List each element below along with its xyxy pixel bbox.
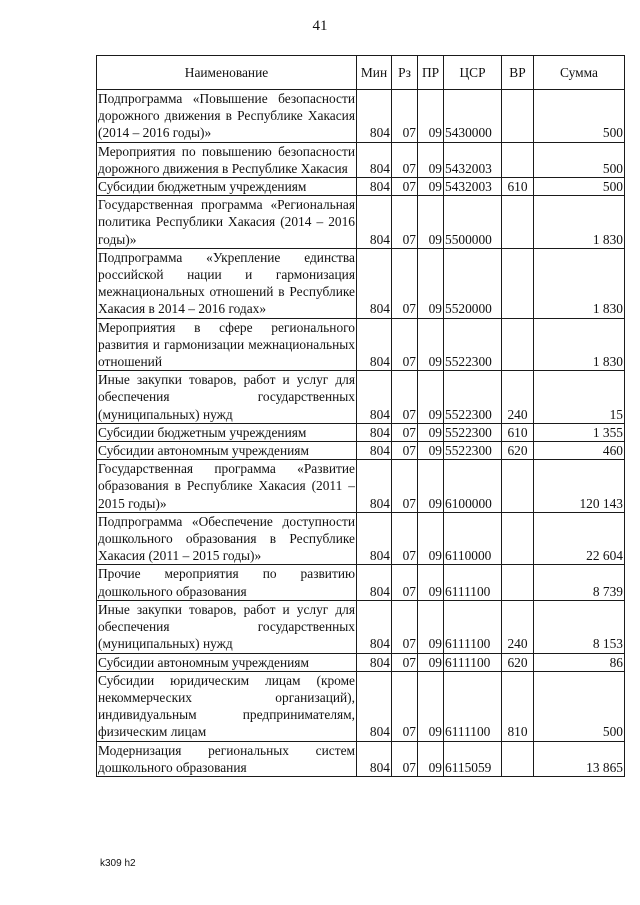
table-row (97, 565, 625, 600)
cell-csr: 6100000 (444, 460, 502, 513)
page-number: 41 (312, 18, 328, 34)
table-row (97, 512, 625, 565)
table-row (97, 371, 625, 424)
table-row (97, 653, 625, 671)
cell-sum: 15 (534, 371, 625, 424)
cell-csr: 5432003 (444, 142, 502, 177)
budget-table (96, 55, 625, 777)
cell-vr: 240 (502, 600, 534, 653)
cell-min: 804 (357, 90, 392, 143)
cell-sum: 22 604 (534, 512, 625, 565)
cell-pr: 09 (418, 442, 444, 460)
cell-vr (502, 565, 534, 600)
cell-sum: 13 865 (534, 741, 625, 776)
table-row (97, 90, 625, 143)
table-body (97, 90, 625, 777)
table-row (97, 442, 625, 460)
cell-name: Государственная программа «Развитие образования в Республике Хакасия (2011 – 2015 годы)» (98, 461, 355, 511)
table-row (97, 142, 625, 177)
cell-name: Субсидии юридическим лицам (кроме некоммерческих организаций), индивидуальным предпринимателям, физическим лицам (98, 672, 355, 740)
header-min: Мин (357, 56, 392, 90)
table-row (97, 460, 625, 513)
cell-pr: 09 (418, 371, 444, 424)
cell-pr: 09 (418, 653, 444, 671)
cell-csr: 6115059 (444, 741, 502, 776)
cell-vr (502, 741, 534, 776)
cell-csr: 5522300 (444, 442, 502, 460)
cell-vr (502, 318, 534, 371)
cell-pr: 09 (418, 196, 444, 249)
header-vr: ВР (502, 56, 534, 90)
table-row (97, 423, 625, 441)
cell-rz: 07 (392, 512, 418, 565)
cell-vr (502, 460, 534, 513)
cell-rz: 07 (392, 142, 418, 177)
cell-pr: 09 (418, 565, 444, 600)
header-name: Наименование (97, 56, 357, 90)
cell-rz: 07 (392, 318, 418, 371)
cell-pr: 09 (418, 460, 444, 513)
cell-csr: 5520000 (444, 248, 502, 318)
cell-sum: 500 (534, 671, 625, 741)
cell-name: Подпрограмма «Повышение безопасности дорожного движения в Республике Хакасия (2014 – 2016 годы)» (98, 91, 355, 141)
cell-csr: 5522300 (444, 371, 502, 424)
cell-min: 804 (357, 371, 392, 424)
cell-min: 804 (357, 600, 392, 653)
table-row (97, 196, 625, 249)
cell-rz: 07 (392, 248, 418, 318)
cell-name: Иные закупки товаров, работ и услуг для обеспечения государственных (муниципальных) нужд (98, 601, 355, 652)
cell-sum: 8 153 (534, 600, 625, 653)
cell-min: 804 (357, 512, 392, 565)
cell-rz: 07 (392, 460, 418, 513)
cell-csr: 6110000 (444, 512, 502, 565)
cell-rz: 07 (392, 653, 418, 671)
cell-rz: 07 (392, 90, 418, 143)
cell-name: Модернизация региональных систем дошкольного образования (98, 742, 355, 775)
cell-vr (502, 512, 534, 565)
cell-csr: 5522300 (444, 423, 502, 441)
cell-sum: 1 830 (534, 248, 625, 318)
cell-name: Мероприятия в сфере регионального развития и гармонизации межнациональных отношений (98, 319, 355, 370)
cell-name: Субсидии бюджетным учреждениям (97, 423, 357, 441)
cell-csr: 6111100 (444, 671, 502, 741)
cell-min: 804 (357, 318, 392, 371)
cell-csr: 5430000 (444, 90, 502, 143)
cell-min: 804 (357, 460, 392, 513)
cell-pr: 09 (418, 178, 444, 196)
cell-vr: 610 (502, 178, 534, 196)
cell-pr: 09 (418, 318, 444, 371)
cell-min: 804 (357, 178, 392, 196)
cell-name: Субсидии автономным учреждениям (97, 653, 357, 671)
cell-csr: 6111100 (444, 565, 502, 600)
table-row (97, 600, 625, 653)
cell-min: 804 (357, 565, 392, 600)
cell-rz: 07 (392, 442, 418, 460)
cell-vr: 810 (502, 671, 534, 741)
header-pr: ПР (418, 56, 444, 90)
cell-min: 804 (357, 142, 392, 177)
cell-sum: 500 (534, 142, 625, 177)
cell-vr: 620 (502, 653, 534, 671)
cell-min: 804 (357, 653, 392, 671)
cell-name: Подпрограмма «Укрепление единства российской нации и гармонизация межнациональных отношений в Республике Хакасия в 2014 – 2016 годах» (98, 249, 355, 317)
cell-vr (502, 142, 534, 177)
cell-sum: 500 (534, 90, 625, 143)
footer-code: k309 h2 (100, 858, 136, 869)
cell-name: Иные закупки товаров, работ и услуг для обеспечения государственных (муниципальных) нужд (98, 372, 355, 422)
table-row (97, 671, 625, 741)
cell-csr: 5432003 (444, 178, 502, 196)
cell-rz: 07 (392, 423, 418, 441)
header-csr: ЦСР (444, 56, 502, 90)
cell-min: 804 (357, 423, 392, 441)
cell-name: Государственная программа «Региональная политика Республики Хакасия (2014 – 2016 годы)» (98, 197, 355, 247)
cell-rz: 07 (392, 371, 418, 424)
cell-vr: 610 (502, 423, 534, 441)
cell-name: Подпрограмма «Обеспечение доступности дошкольного образования в Республике Хакасия (2011 – 2015 годы)» (98, 513, 355, 564)
table-row (97, 318, 625, 371)
table-row (97, 741, 625, 776)
cell-csr: 6111100 (444, 653, 502, 671)
cell-sum: 1 355 (534, 423, 625, 441)
cell-sum: 460 (534, 442, 625, 460)
cell-min: 804 (357, 442, 392, 460)
cell-pr: 09 (418, 90, 444, 143)
cell-pr: 09 (418, 423, 444, 441)
cell-sum: 1 830 (534, 318, 625, 371)
cell-rz: 07 (392, 178, 418, 196)
cell-name: Прочие мероприятия по развитию дошкольного образования (98, 566, 355, 599)
cell-pr: 09 (418, 248, 444, 318)
cell-rz: 07 (392, 741, 418, 776)
cell-vr: 620 (502, 442, 534, 460)
cell-sum: 120 143 (534, 460, 625, 513)
cell-rz: 07 (392, 196, 418, 249)
cell-sum: 8 739 (534, 565, 625, 600)
cell-name: Субсидии автономным учреждениям (97, 442, 357, 460)
table-header-row (97, 56, 625, 90)
header-sum: Сумма (534, 56, 625, 90)
cell-name: Мероприятия по повышению безопасности дорожного движения в Республике Хакасия (98, 143, 355, 176)
cell-name: Субсидии бюджетным учреждениям (97, 178, 357, 196)
cell-csr: 6111100 (444, 600, 502, 653)
cell-sum: 500 (534, 178, 625, 196)
cell-vr (502, 90, 534, 143)
cell-min: 804 (357, 248, 392, 318)
cell-min: 804 (357, 671, 392, 741)
cell-pr: 09 (418, 600, 444, 653)
cell-rz: 07 (392, 671, 418, 741)
cell-rz: 07 (392, 600, 418, 653)
header-rz: Рз (392, 56, 418, 90)
cell-pr: 09 (418, 512, 444, 565)
cell-vr: 240 (502, 371, 534, 424)
cell-sum: 86 (534, 653, 625, 671)
cell-pr: 09 (418, 671, 444, 741)
cell-csr: 5522300 (444, 318, 502, 371)
cell-vr (502, 196, 534, 249)
table-row (97, 178, 625, 196)
cell-min: 804 (357, 196, 392, 249)
cell-pr: 09 (418, 741, 444, 776)
cell-pr: 09 (418, 142, 444, 177)
cell-min: 804 (357, 741, 392, 776)
cell-csr: 5500000 (444, 196, 502, 249)
cell-sum: 1 830 (534, 196, 625, 249)
cell-rz: 07 (392, 565, 418, 600)
table-row (97, 248, 625, 318)
cell-vr (502, 248, 534, 318)
